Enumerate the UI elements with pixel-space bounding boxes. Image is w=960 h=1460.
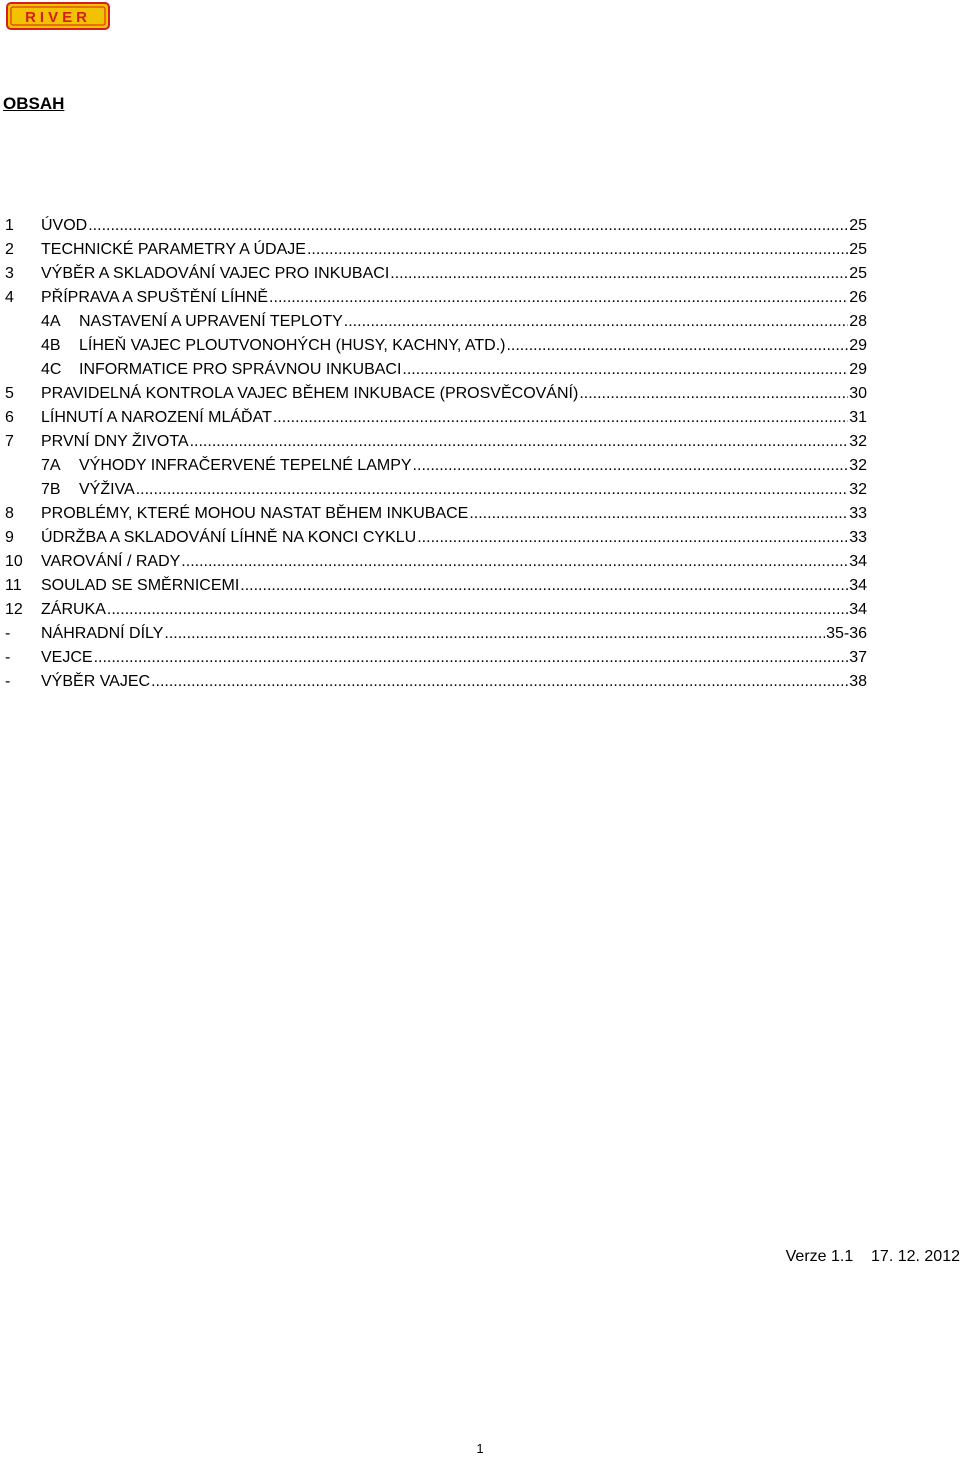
toc-leader-dots bbox=[107, 598, 848, 622]
toc-entry-number: - bbox=[5, 673, 11, 690]
toc-entry-number: 6 bbox=[5, 409, 14, 426]
toc-entry-title: SOULAD SE SMĚRNICEMI bbox=[41, 577, 240, 594]
toc-entry-title: PŘÍPRAVA A SPUŠTĚNÍ LÍHNĚ bbox=[41, 289, 269, 306]
toc-entry[interactable] bbox=[5, 382, 867, 406]
toc-entry-title: NÁHRADNÍ DÍLY bbox=[41, 625, 164, 642]
toc-entry-title: PROBLÉMY, KTERÉ MOHOU NASTAT BĚHEM INKUBACE bbox=[41, 505, 469, 522]
toc-leader-dots bbox=[181, 550, 848, 574]
toc-entry-subnumber: 7A bbox=[41, 457, 61, 474]
toc-entry-page: 29 bbox=[849, 361, 867, 378]
toc-entry-number: 4 bbox=[5, 289, 14, 306]
toc-leader-dots bbox=[94, 646, 849, 670]
toc-entry-title: VÝHODY INFRAČERVENÉ TEPELNÉ LAMPY bbox=[79, 457, 412, 474]
toc-entry-page: 34 bbox=[849, 553, 867, 570]
toc-entry-title: VÝŽIVA bbox=[79, 481, 135, 498]
toc-entry-page: 33 bbox=[849, 505, 867, 522]
toc-leader-dots bbox=[240, 574, 848, 598]
toc-entry[interactable] bbox=[5, 670, 867, 694]
toc-entry-page: 29 bbox=[849, 337, 867, 354]
toc-entry-title: LÍHNUTÍ A NAROZENÍ MLÁĎAT bbox=[41, 409, 272, 426]
river-logo-graphic bbox=[6, 2, 110, 30]
toc-entry-number: 12 bbox=[5, 601, 23, 618]
toc-leader-dots bbox=[269, 286, 848, 310]
toc-entry-title: VAROVÁNÍ / RADY bbox=[41, 553, 181, 570]
toc-leader-dots bbox=[413, 454, 849, 478]
toc-entry-page: 25 bbox=[849, 241, 867, 258]
toc-entry[interactable] bbox=[5, 478, 867, 502]
toc-entry[interactable] bbox=[5, 550, 867, 574]
toc-entry[interactable] bbox=[5, 334, 867, 358]
toc-entry[interactable] bbox=[5, 526, 867, 550]
toc-entry-number: - bbox=[5, 625, 11, 642]
toc-entry[interactable] bbox=[5, 646, 867, 670]
toc-entry-page: 25 bbox=[849, 265, 867, 282]
toc-entry-number: 10 bbox=[5, 553, 23, 570]
toc-entry-title: LÍHEŇ VAJEC PLOUTVONOHÝCH (HUSY, KACHNY, ATD.) bbox=[79, 337, 506, 354]
toc-leader-dots bbox=[469, 502, 848, 526]
toc-entry-number: 5 bbox=[5, 385, 14, 402]
toc-entry-title: ZÁRUKA bbox=[41, 601, 106, 618]
toc-entry[interactable] bbox=[5, 358, 867, 382]
toc-entry[interactable] bbox=[5, 406, 867, 430]
toc-entry[interactable] bbox=[5, 622, 867, 646]
toc-entry-subnumber: 4A bbox=[41, 313, 61, 330]
toc-entry[interactable] bbox=[5, 574, 867, 598]
river-logo bbox=[6, 2, 110, 30]
toc-entry[interactable] bbox=[5, 286, 867, 310]
toc-entry[interactable] bbox=[5, 598, 867, 622]
toc-leader-dots bbox=[136, 478, 848, 502]
toc-entry-title: VEJCE bbox=[41, 649, 93, 666]
toc-entry[interactable] bbox=[5, 262, 867, 286]
toc-leader-dots bbox=[273, 406, 848, 430]
toc-leader-dots bbox=[417, 526, 848, 550]
toc-entry-title: TECHNICKÉ PARAMETRY A ÚDAJE bbox=[41, 241, 306, 258]
toc-entry-page: 34 bbox=[849, 577, 867, 594]
toc-entry-page: 26 bbox=[849, 289, 867, 306]
toc-entry-title: ÚVOD bbox=[41, 217, 88, 234]
toc-entry-number: 8 bbox=[5, 505, 14, 522]
toc-leader-dots bbox=[402, 358, 848, 382]
svg-text:RIVER: RIVER bbox=[25, 9, 91, 26]
toc-entry-page: 32 bbox=[849, 433, 867, 450]
toc-entry-page: 33 bbox=[849, 529, 867, 546]
toc-entry-page: 25 bbox=[849, 217, 867, 234]
toc-entry-page: 38 bbox=[849, 673, 867, 690]
toc-entry-title: PRAVIDELNÁ KONTROLA VAJEC BĚHEM INKUBACE (PROSVĚCOVÁNÍ) bbox=[41, 385, 579, 402]
toc-entry-number: 7 bbox=[5, 433, 14, 450]
toc-leader-dots bbox=[579, 382, 848, 406]
toc-entry-page: 34 bbox=[849, 601, 867, 618]
toc-entry[interactable] bbox=[5, 238, 867, 262]
toc-leader-dots bbox=[307, 238, 848, 262]
toc-entry[interactable] bbox=[5, 310, 867, 334]
toc-entry-subnumber: 4B bbox=[41, 337, 61, 354]
toc-entry-subnumber: 4C bbox=[41, 361, 62, 378]
toc-entry-subnumber: 7B bbox=[41, 481, 61, 498]
toc-leader-dots bbox=[151, 670, 848, 694]
toc-entry-title: PRVNÍ DNY ŽIVOTA bbox=[41, 433, 189, 450]
toc-entry-title: VÝBĚR VAJEC bbox=[41, 673, 151, 690]
toc-entry[interactable] bbox=[5, 502, 867, 526]
toc-heading: OBSAH bbox=[3, 94, 65, 113]
toc-entry-page: 35-36 bbox=[826, 625, 867, 642]
toc-entry-title: ÚDRŽBA A SKLADOVÁNÍ LÍHNĚ NA KONCI CYKLU bbox=[41, 529, 417, 546]
table-of-contents bbox=[5, 214, 867, 694]
toc-leader-dots bbox=[344, 310, 848, 334]
page-number: 1 bbox=[476, 1441, 484, 1456]
toc-entry-page: 30 bbox=[849, 385, 867, 402]
toc-leader-dots bbox=[390, 262, 848, 286]
version-label: Verze 1.1 17. 12. 2012 bbox=[785, 1248, 960, 1265]
toc-entry-page: 32 bbox=[849, 457, 867, 474]
toc-entry-number: 2 bbox=[5, 241, 14, 258]
toc-entry-number: 3 bbox=[5, 265, 14, 282]
toc-leader-dots bbox=[164, 622, 825, 646]
toc-entry[interactable] bbox=[5, 430, 867, 454]
toc-entry-page: 28 bbox=[849, 313, 867, 330]
toc-entry-title: VÝBĚR A SKLADOVÁNÍ VAJEC PRO INKUBACI bbox=[41, 265, 390, 282]
toc-leader-dots bbox=[506, 334, 848, 358]
toc-leader-dots bbox=[190, 430, 849, 454]
toc-entry-title: NASTAVENÍ A UPRAVENÍ TEPLOTY bbox=[79, 313, 343, 330]
toc-entry-page: 31 bbox=[849, 409, 867, 426]
toc-entry[interactable] bbox=[5, 454, 867, 478]
toc-entry-number: 11 bbox=[5, 577, 22, 594]
toc-entry-number: 1 bbox=[5, 217, 14, 234]
toc-leader-dots bbox=[88, 214, 848, 238]
toc-entry-number: - bbox=[5, 649, 11, 666]
toc-entry-number: 9 bbox=[5, 529, 14, 546]
toc-entry-title: INFORMATICE PRO SPRÁVNOU INKUBACI bbox=[79, 361, 402, 378]
toc-entry[interactable] bbox=[5, 214, 867, 238]
toc-entry-page: 37 bbox=[849, 649, 867, 666]
toc-entry-page: 32 bbox=[849, 481, 867, 498]
